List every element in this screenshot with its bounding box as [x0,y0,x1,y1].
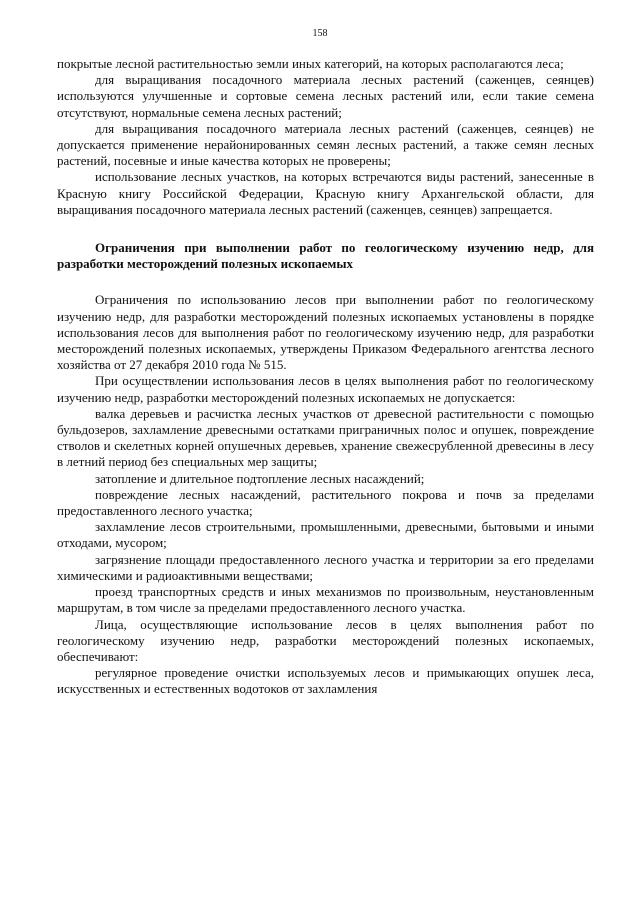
paragraph: валка деревьев и расчистка лесных участков от древесной растительности с помощью бульдозеров, захламление древесными остатками приграничных полос и опушек, повреждение стволов и скелетных корней опушечных деревьев, хранение свежесрубленной древесины в лесу в летний период без специальных мер защиты; [57,405,594,470]
paragraph: проезд транспортных средств и иных механизмов по произвольным, неустановленным маршрутам, в том числе за пределами предоставленного лесного участка. [57,584,594,616]
paragraph: загрязнение площади предоставленного лесного участка и территории за его пределами химическими и радиоактивными веществами; [57,551,594,583]
paragraph: регулярное проведение очистки используемых лесов и примыкающих опушек леса, искусственных и естественных водотоков от захламления [57,665,594,697]
section-heading: Ограничения при выполнении работ по геологическому изучению недр, для разработки месторождений полезных ископаемых [57,240,594,272]
paragraph: Ограничения по использованию лесов при выполнении работ по геологическому изучению недр, для разработки месторождений полезных ископаемых установлены в порядке использования лесов для выполнения работ по геологическому изучению недр, для разработки месторождений полезных ископаемых, утверждены Приказом Федерального агентства лесного хозяйства от 27 декабря 2010 года № 515. [57,292,594,373]
paragraph: покрытые лесной растительностью земли иных категорий, на которых располагаются леса; [57,56,564,71]
paragraph: затопление и длительное подтопление лесных насаждений; [95,470,425,486]
paragraph: использование лесных участков, на которых встречаются виды растений, занесенные в Красную книгу Российской Федерации, Красную книгу Архангельской области, для выращивания посадочного материала лесных растений (саженцев, сеянцев) запрещается. [57,169,594,217]
paragraph: захламление лесов строительными, промышленными, древесными, бытовыми и иными отходами, мусором; [57,519,594,551]
paragraph: для выращивания посадочного материала лесных растений (саженцев, сеянцев) используются улучшенные и сортовые семена лесных растений или, если такие семена отсутствуют, нормальные семена лесных растений; [57,72,594,120]
page-number: 158 [312,28,328,39]
paragraph: повреждение лесных насаждений, растительного покрова и почв за пределами предоставленного лесного участка; [57,486,594,519]
paragraph: При осуществлении использования лесов в целях выполнения работ по геологическому изучению недр, разработки месторождений полезных ископаемых не допускается: [57,373,594,405]
page-content [57,56,594,698]
paragraph: для выращивания посадочного материала лесных растений (саженцев, сеянцев) не допускается применение нерайонированных семян лесных растений, а также семян лесных растений, посевные и иные качества которых не проверены; [57,120,594,169]
paragraph: Лица, осуществляющие использование лесов в целях выполнения работ по геологическому изучению недр, разработки месторождений полезных ископаемых, обеспечивают: [57,616,594,664]
